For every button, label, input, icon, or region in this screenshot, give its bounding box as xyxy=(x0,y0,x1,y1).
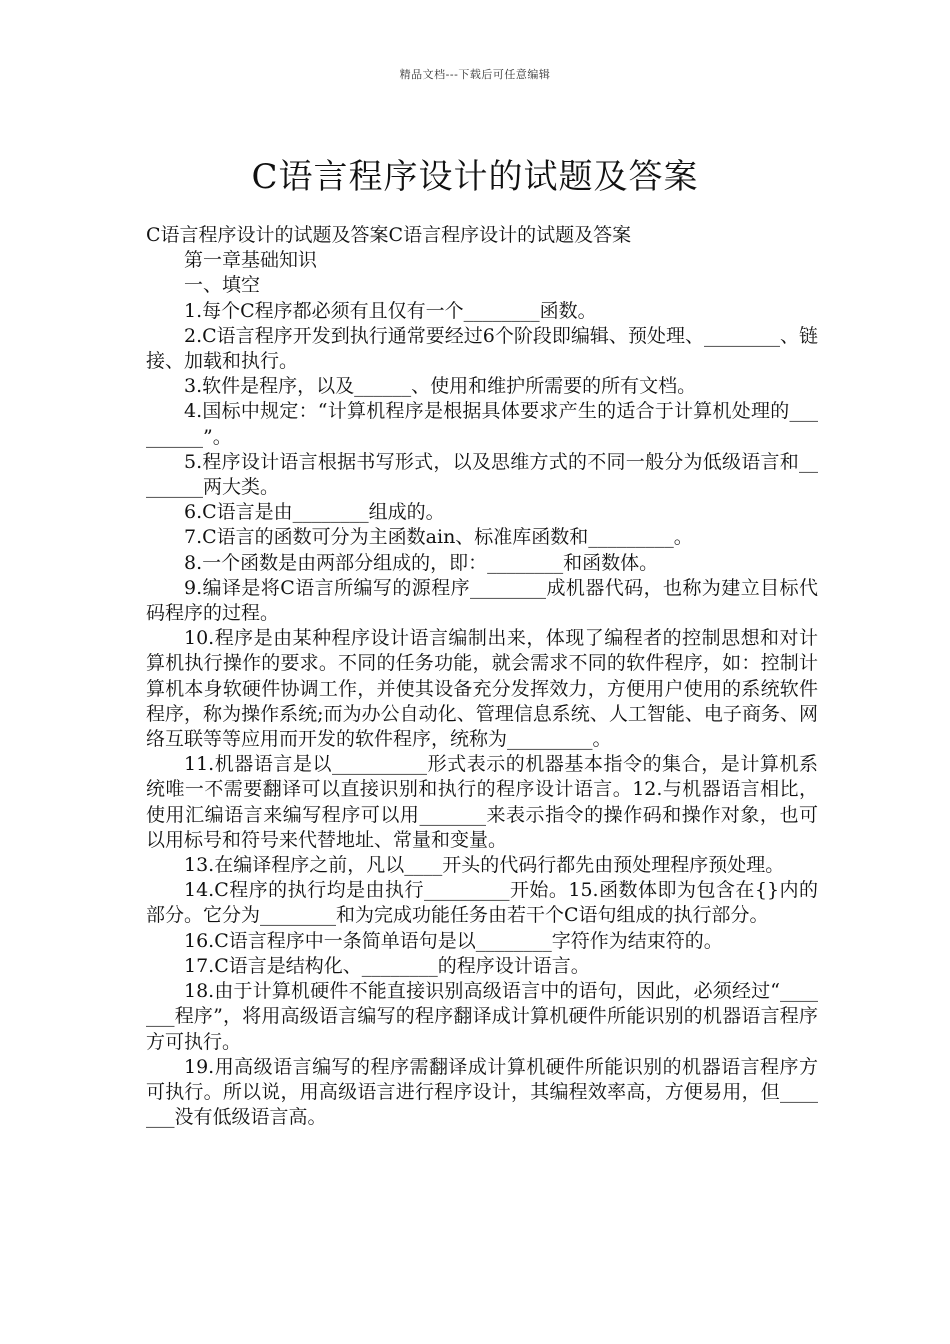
section-heading: 一、填空 xyxy=(184,274,261,297)
question-10: 10.程序是由某种程序设计语言编制出来，体现了编程者的控制思想和对计算机执行操作的要求。不同的任务功能，就会需求不同的软件程序，如：控制计算机本身软硬件协调工作，并使其设备充分发挥效力，方便用户使用的系统软件程序，称为操作系统;而为办公自动化、管理信息系统、人工智能、电子商务、网络互联等等应用而开发的软件程序，统称为_________。 xyxy=(146,627,818,751)
document-title: C语言程序设计的试题及答案 xyxy=(251,156,699,197)
question-7: 7.C语言的函数可分为主函数ain、标准库函数和_________。 xyxy=(184,526,693,549)
question-3: 3.软件是程序，以及______、使用和维护所需要的所有文档。 xyxy=(184,375,697,398)
question-9: 9.编译是将C语言所编写的源程序________成机器代码，也称为建立目标代码程序的过程。 xyxy=(146,576,818,625)
page-header-note: 精品文档---下载后可任意编辑 xyxy=(399,68,551,81)
question-1: 1.每个C程序都必须有且仅有一个________函数。 xyxy=(184,299,597,322)
question-13: 13.在编译程序之前，凡以____开头的代码行都先由预处理程序预处理。 xyxy=(184,854,785,877)
question-8: 8.一个函数是由两部分组成的，即：________和函数体。 xyxy=(184,551,659,574)
question-6: 6.C语言是由________组成的。 xyxy=(184,501,445,524)
question-19: 19.用高级语言编写的程序需翻译成计算机硬件所能识别的机器语言程序方可执行。所以说，用高级语言进行程序设计，其编程效率高，方便易用，但_______没有低级语言高。 xyxy=(146,1055,818,1129)
chapter-heading: 第一章基础知识 xyxy=(184,249,318,272)
question-16: 16.C语言程序中一条简单语句是以________字符作为结束符的。 xyxy=(184,929,723,952)
question-2: 2.C语言程序开发到执行通常要经过6个阶段即编辑、预处理、________、链接、加载和执行。 xyxy=(146,324,818,373)
intro-line: C语言程序设计的试题及答案C语言程序设计的试题及答案 xyxy=(146,224,632,246)
question-4: 4.国标中规定：“计算机程序是根据具体要求产生的适合于计算机处理的_________”。 xyxy=(146,400,818,448)
question-11-12: 11.机器语言是以__________形式表示的机器基本指令的集合，是计算机系统唯一不需要翻译可以直接识别和执行的程序设计语言。12.与机器语言相比，使用汇编语言来编写程序可以用_______来表示指令的操作码和操作对象，也可以用标号和符号来代替地址、常量和变量。 xyxy=(146,753,818,851)
question-14-15: 14.C程序的执行均是由执行_________开始。15.函数体即为包含在{}内的部分。它分为________和为完成功能任务由若干个C语句组成的执行部分。 xyxy=(146,879,818,927)
question-18: 18.由于计算机硬件不能直接识别高级语言中的语句，因此，必须经过“_______程序”，将用高级语言编写的程序翻译成计算机硬件所能识别的机器语言程序方可执行。 xyxy=(146,980,818,1053)
question-17: 17.C语言是结构化、________的程序设计语言。 xyxy=(184,954,590,977)
question-5: 5.程序设计语言根据书写形式，以及思维方式的不同一般分为低级语言和________两大类。 xyxy=(146,450,818,499)
document-body xyxy=(146,223,818,1130)
